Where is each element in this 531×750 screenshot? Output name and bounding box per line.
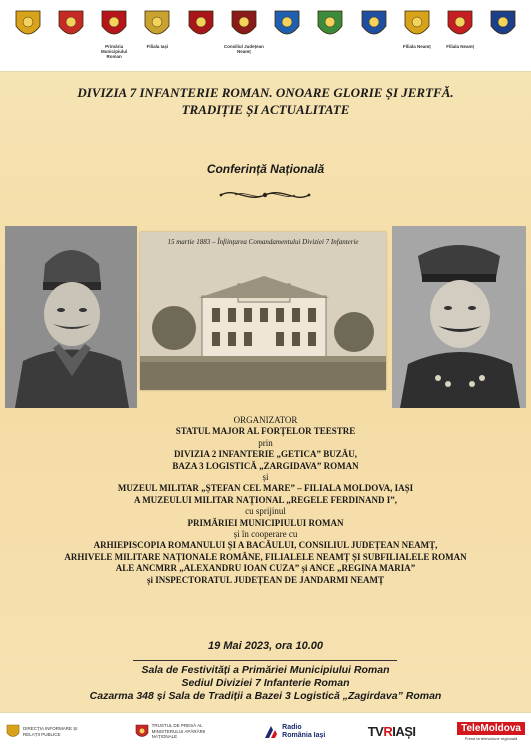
header-crest-caption: Filiala Iași (146, 44, 169, 49)
organizer-line-4: DIVIZIA 2 INFANTERIE „GETICA” BUZĂU, (173, 449, 358, 460)
press-trust-eagle-icon (135, 724, 149, 740)
crest-yellow-shield-icon (14, 8, 42, 42)
conference-title (40, 84, 491, 118)
organizer-line-7: MUZEUL MILITAR „ȘTEFAN CEL MARE” – FILIALA MOLDOVA, IAȘI (117, 483, 414, 494)
header-crest-11 (440, 8, 480, 49)
title-line-1: DIVIZIA 7 INFANTERIE ROMAN. ONOARE GLORIE ȘI JERTFĂ. (77, 85, 454, 100)
organizers-block (10, 415, 521, 586)
dirp-logo (6, 724, 93, 740)
header-crest-caption: Consiliul Județean Neamț (223, 44, 264, 54)
crest-tricolor-icon (360, 8, 388, 42)
organizer-line-1: ORGANIZATOR (233, 415, 298, 425)
header-crest-3 (94, 8, 134, 59)
organizer-line-9: cu sprijinul (245, 506, 286, 517)
building-photo-icon (140, 232, 386, 390)
title-line-2: TRADIȚIE ȘI ACTUALITATE (181, 102, 350, 117)
header-crest-2 (51, 8, 91, 42)
general-portrait-left (5, 226, 137, 408)
venue-line-2: Sediul Diviziei 7 Infanterie Roman (181, 677, 350, 689)
venue-line-1: Sala de Festivități a Primăriei Municipiului Roman (141, 664, 390, 676)
organizer-line-12: ARHIEPISCOPIA ROMANULUI ȘI A BACĂULUI, CONSILIUL JUDEȚEAN NEAMȚ, (93, 540, 438, 551)
crest-red-yellow-shield-icon (57, 8, 85, 42)
organizer-line-10: PRIMĂRIEI MUNICIPIULUI ROMAN (187, 517, 344, 528)
tvr-suffix: IAȘI (392, 724, 416, 739)
officer-portrait-right-icon (392, 226, 526, 408)
crest-red-ornate-icon (187, 8, 215, 42)
crest-gold-eagle-icon (143, 8, 171, 42)
dirp-shield-icon (6, 724, 20, 740)
press-trust-logo (135, 723, 222, 740)
decorative-ornament-icon (215, 185, 315, 205)
conference-subtitle: Conferință Națională (206, 162, 325, 176)
header-crest-1 (8, 8, 48, 42)
organizer-line-6: și (262, 472, 269, 483)
event-date: 19 Mai 2023, ora 10.00 (208, 640, 323, 652)
organizer-line-15: și INSPECTORATUL JUDEȚEAN DE JANDARMI NEAMȚ (147, 574, 384, 585)
header-crest-7 (267, 8, 307, 42)
header-crests-row (0, 0, 531, 72)
crest-green-yellow-icon (316, 8, 344, 42)
organizer-line-3: prin (258, 437, 273, 448)
dirp-text: DIRECȚIA INFORMARE ȘI RELAȚII PUBLICE (23, 726, 78, 737)
crest-blue-yellow-icon (273, 8, 301, 42)
general-portrait-right (392, 226, 526, 408)
header-crest-caption: Primăria Municipiului Roman (101, 44, 128, 59)
telemoldova-logo (457, 722, 525, 741)
telemoldova-brand: TeleMoldova (457, 722, 525, 735)
organizer-line-11: și în cooperare cu (233, 529, 298, 540)
event-venue (0, 664, 531, 703)
officer-portrait-left-icon (5, 226, 137, 408)
header-crest-6 (224, 8, 264, 54)
venue-line-3: Cazarma 348 și Sala de Tradiții a Bazei 3 Logistică „Zagirdava” Roman (89, 690, 442, 702)
header-crest-5 (181, 8, 221, 42)
header-crest-8 (310, 8, 350, 42)
footer-logos-row (0, 712, 531, 750)
header-crest-caption: Filiala Neamț (402, 44, 431, 49)
organizer-line-8: A MUZEULUI MILITAR NAȚIONAL „REGELE FERDINAND I”, (133, 494, 398, 505)
organizer-line-2: STATUL MAJOR AL FORȚELOR TEESTRE (175, 426, 356, 437)
photo-caption: 15 martie 1883 – Înființarea Comandamentului Diviziei 7 Infanterie (167, 238, 359, 246)
crest-red-round-icon (446, 8, 474, 42)
crest-gold-red-icon (403, 8, 431, 42)
historic-headquarters-photo (140, 232, 386, 390)
press-trust-text: TRUSTUL DE PRESĂ AL MINISTERULUI APĂRĂRII NAȚIONALE (151, 723, 206, 740)
header-crest-caption: Filiala Neamț (446, 44, 474, 49)
organizer-line-14: ALE ANCMRR „ALEXANDRU IOAN CUZA” și ANCE „REGINA MARIA” (115, 563, 416, 574)
header-crest-9 (354, 8, 394, 42)
header-crest-10 (397, 8, 437, 49)
organizer-line-13: ARHIVELE MILITARE NAȚIONALE ROMÂNE, FILIALELE NEAMȚ ȘI SUBFILIALELE ROMAN (64, 551, 467, 562)
radio-romania-iasi-logo (263, 724, 326, 740)
header-crest-4 (137, 8, 177, 49)
tvr-iasi-logo (368, 724, 416, 739)
roman-city-coat-of-arms-icon (100, 8, 128, 42)
radio-romania-icon (263, 724, 279, 740)
organizer-line-5: BAZA 3 LOGISTICĂ „ZARGIDAVA” ROMAN (172, 460, 359, 471)
crest-blue-round-icon (489, 8, 517, 42)
date-divider (133, 660, 397, 661)
neamt-county-coat-of-arms-icon (230, 8, 258, 42)
radio-romania-text: Radio România Iași (282, 724, 326, 739)
telemoldova-tagline: Prima ta televiziune regională (464, 736, 518, 741)
header-crest-12 (483, 8, 523, 42)
tvr-prefix: TV (367, 724, 384, 739)
tvr-mark: R (383, 724, 393, 739)
